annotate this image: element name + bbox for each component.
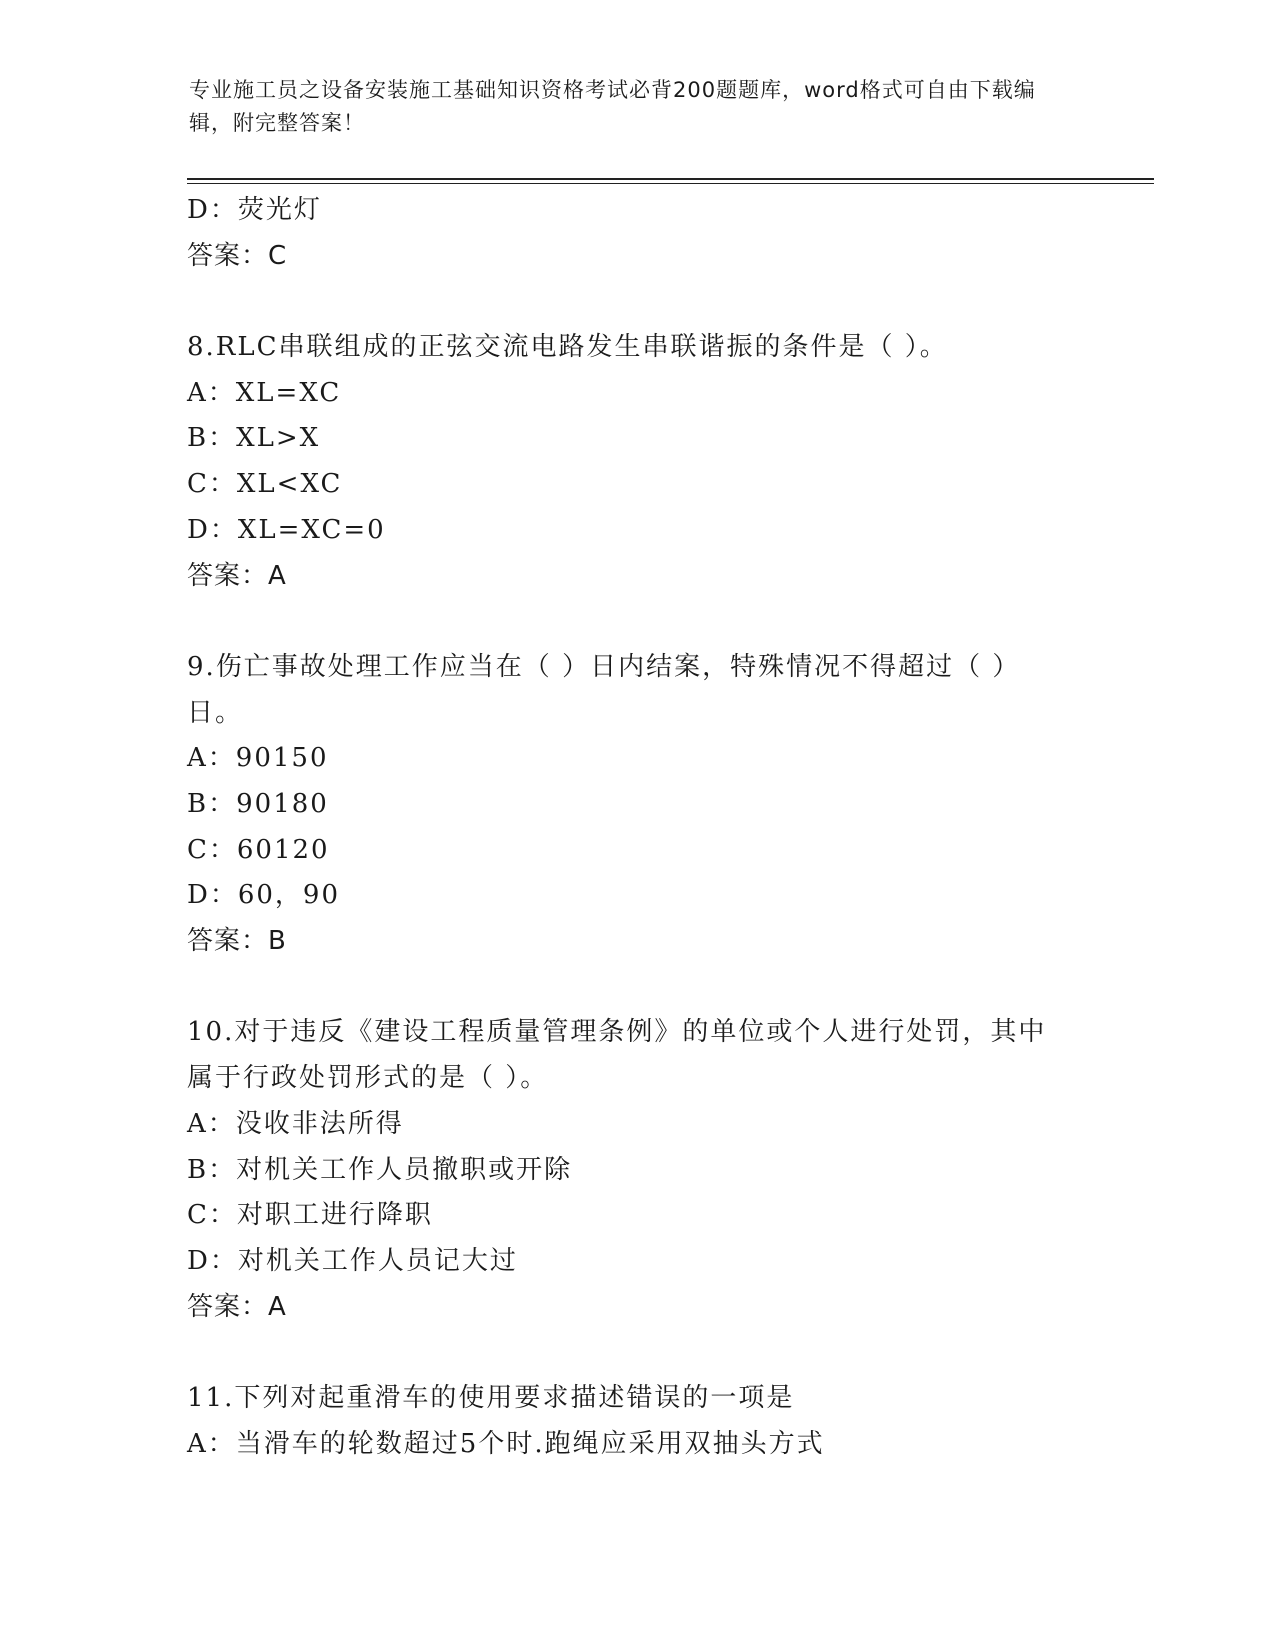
option-a: A：XL=XC: [187, 377, 342, 408]
answer: 答案：A: [187, 560, 287, 591]
question-stem: 10.对于违反《建设工程质量管理条例》的单位或个人进行处罚，其中属于行政处罚形式的是（ ）。: [187, 1017, 1047, 1094]
option-c: C：对职工进行降职: [187, 1200, 433, 1231]
option-a: A：当滑车的轮数超过5个时.跑绳应采用双抽头方式: [187, 1428, 825, 1459]
question-stem: 9.伤亡事故处理工作应当在（ ）日内结案，特殊情况不得超过（ ）日。: [187, 651, 1021, 728]
option-c: C：60120: [187, 834, 330, 865]
option-b: B：90180: [187, 788, 329, 819]
question-list: [187, 188, 1087, 1467]
document-header: 专业施工员之设备安装施工基础知识资格考试必背200题题库，word格式可自由下载编辑，附完整答案！: [189, 78, 1036, 135]
question-stem: 11.下列对起重滑车的使用要求描述错误的一项是: [187, 1382, 795, 1413]
question-8: [187, 325, 1087, 599]
header-rule-thin: [187, 183, 1154, 184]
question-9: [187, 645, 1087, 965]
answer: 答案：C: [187, 240, 288, 271]
question-10: [187, 1010, 1087, 1330]
option-d: D：60，90: [187, 880, 341, 911]
option-d: D：XL=XC=0: [187, 514, 386, 545]
option-d: D：荧光灯: [187, 195, 322, 225]
question-11: [187, 1376, 1087, 1467]
option-b: B：XL>X: [187, 423, 321, 454]
option-b: B：对机关工作人员撤职或开除: [187, 1154, 573, 1185]
question-7-tail: [187, 188, 1087, 279]
answer: 答案：B: [187, 926, 287, 957]
header-rule-thick: [187, 178, 1154, 180]
answer: 答案：A: [187, 1291, 287, 1322]
option-a: A：90150: [187, 743, 329, 774]
question-stem: 8.RLC串联组成的正弦交流电路发生串联谐振的条件是（ ）。: [187, 332, 948, 363]
option-c: C：XL<XC: [187, 469, 343, 500]
option-d: D：对机关工作人员记大过: [187, 1245, 518, 1276]
option-a: A：没收非法所得: [187, 1108, 404, 1139]
